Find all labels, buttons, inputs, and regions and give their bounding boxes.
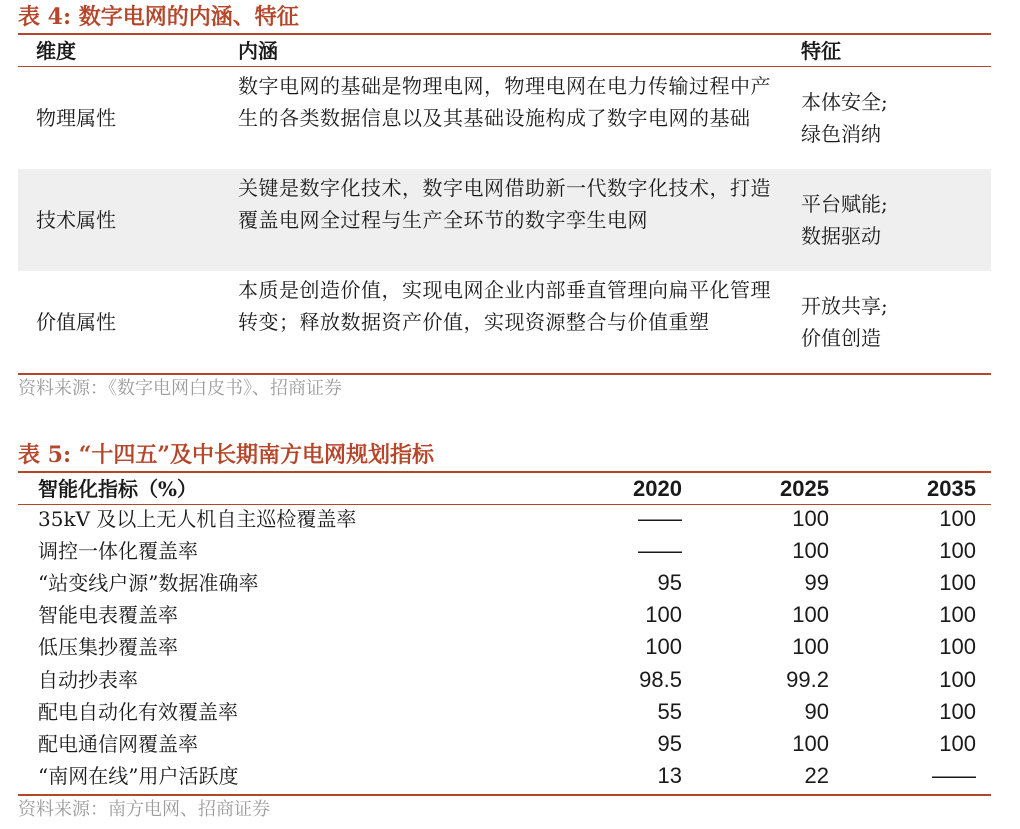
value-2035: —— — [932, 763, 976, 788]
table5-title: 表 5: “十四五”及中长期南方电网规划指标 — [18, 442, 435, 468]
indicator-name: 配电通信网覆盖率 — [38, 732, 198, 756]
value-2035: 100 — [939, 699, 976, 724]
table5-bottom-rule — [18, 794, 991, 796]
indicator-name: “站变线户源”数据准确率 — [38, 571, 259, 595]
row-feature — [801, 86, 981, 150]
value-2035: 100 — [939, 506, 976, 531]
header-indicator: 智能化指标（%） — [38, 477, 198, 501]
row-dimension: 物理属性 — [36, 106, 116, 130]
table-row — [18, 664, 991, 696]
row-dimension: 价值属性 — [36, 310, 116, 334]
feature-line: 本体安全; — [801, 90, 888, 114]
row-content: 本质是创造价值，实现电网企业内部垂直管理向扁平化管理转变；释放数据资产价值，实现资源整合与价值重塑 — [238, 278, 771, 334]
table4-top-rule — [18, 33, 991, 35]
table5-header — [18, 474, 991, 504]
table5-top-rule — [18, 471, 991, 473]
value-2020: 13 — [657, 763, 682, 788]
feature-line: 平台赋能; — [801, 192, 888, 216]
indicator-name: 调控一体化覆盖率 — [38, 539, 198, 563]
value-2020: —— — [638, 538, 682, 563]
table-row — [18, 696, 991, 728]
header-dimension: 维度 — [36, 39, 76, 63]
value-2020: 100 — [645, 602, 682, 627]
value-2035: 100 — [939, 538, 976, 563]
value-2035: 100 — [939, 634, 976, 659]
header-feature: 特征 — [801, 39, 841, 63]
table-row — [18, 728, 991, 760]
table-row — [18, 503, 991, 535]
indicator-name: 智能电表覆盖率 — [38, 603, 178, 627]
header-2020: 2020 — [633, 476, 682, 501]
feature-line: 数据驱动 — [801, 224, 881, 248]
table-row — [18, 760, 991, 792]
value-2020: 55 — [657, 699, 682, 724]
indicator-name: 低压集抄覆盖率 — [38, 635, 178, 659]
table4-source: 资料来源：《数字电网白皮书》、招商证券 — [18, 378, 342, 399]
header-2035: 2035 — [927, 476, 976, 501]
table4-header — [18, 36, 991, 66]
indicator-name: 自动抄表率 — [38, 668, 138, 692]
value-2025: 100 — [792, 634, 829, 659]
row-feature — [801, 188, 981, 252]
table-row — [18, 535, 991, 567]
value-2020: —— — [638, 506, 682, 531]
value-2025: 100 — [792, 602, 829, 627]
table-row — [18, 567, 991, 599]
feature-line: 开放共享; — [801, 294, 888, 318]
header-2025: 2025 — [780, 476, 829, 501]
value-2020: 95 — [657, 731, 682, 756]
value-2025: 100 — [792, 506, 829, 531]
indicator-name: 配电自动化有效覆盖率 — [38, 700, 238, 724]
table4-row — [18, 67, 991, 169]
header-content: 内涵 — [238, 39, 278, 63]
value-2025: 99 — [804, 570, 829, 595]
row-content: 关键是数字化技术，数字电网借助新一代数字化技术，打造覆盖电网全过程与生产全环节的数字孪生电网 — [238, 176, 771, 232]
table-row — [18, 631, 991, 663]
row-content: 数字电网的基础是物理电网，物理电网在电力传输过程中产生的各类数据信息以及其基础设施构成了数字电网的基础 — [238, 74, 771, 130]
value-2025: 99.2 — [786, 667, 829, 692]
value-2035: 100 — [939, 570, 976, 595]
value-2020: 95 — [657, 570, 682, 595]
value-2020: 100 — [645, 634, 682, 659]
row-dimension: 技术属性 — [36, 208, 116, 232]
table4-row — [18, 169, 991, 271]
table5-source: 资料来源：南方电网、招商证券 — [18, 799, 270, 820]
value-2025: 100 — [792, 538, 829, 563]
feature-line: 绿色消纳 — [801, 122, 881, 146]
row-feature — [801, 290, 981, 354]
value-2035: 100 — [939, 667, 976, 692]
table-row — [18, 599, 991, 631]
value-2025: 90 — [804, 699, 829, 724]
indicator-name: 35kV 及以上无人机自主巡检覆盖率 — [38, 507, 357, 531]
table4-title: 表 4: 数字电网的内涵、特征 — [18, 4, 299, 30]
indicator-name: “南网在线”用户活跃度 — [38, 764, 239, 788]
table4-row — [18, 271, 991, 373]
value-2025: 100 — [792, 731, 829, 756]
value-2020: 98.5 — [639, 667, 682, 692]
value-2035: 100 — [939, 602, 976, 627]
feature-line: 价值创造 — [801, 326, 881, 350]
value-2025: 22 — [804, 763, 829, 788]
value-2035: 100 — [939, 731, 976, 756]
table4-bottom-rule — [18, 373, 991, 375]
